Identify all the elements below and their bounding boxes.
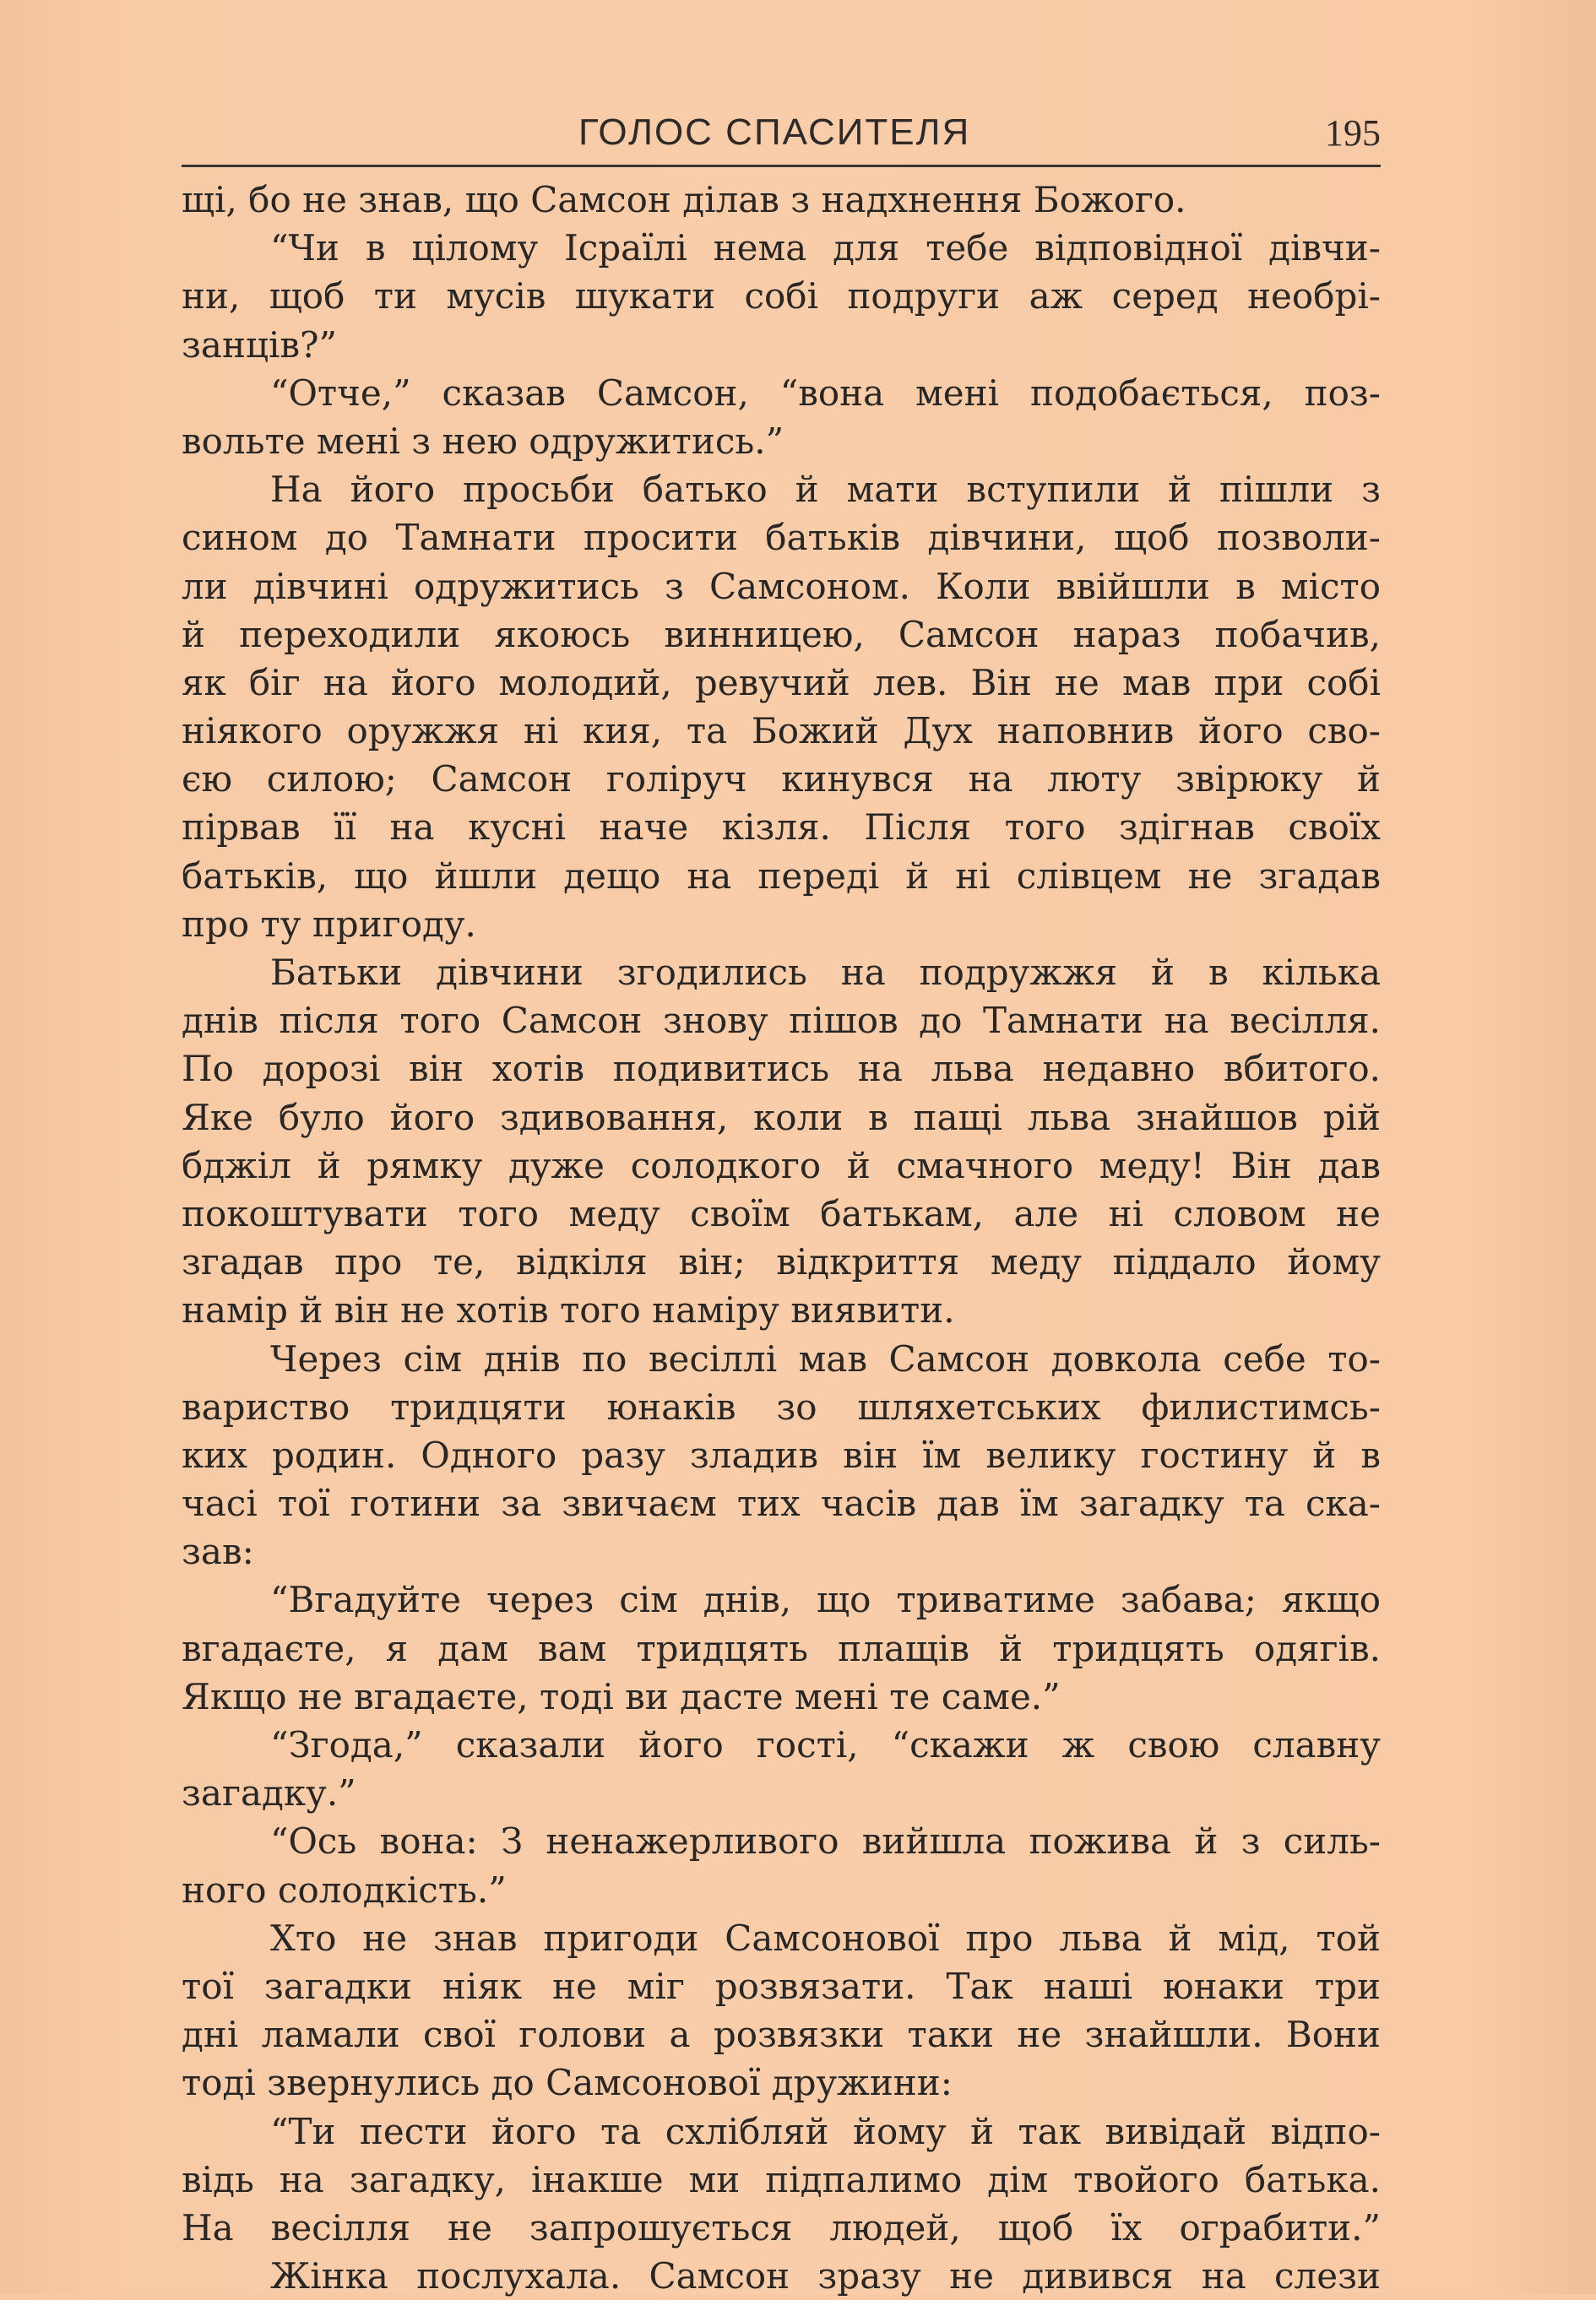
body-text [182, 176, 1381, 2300]
text-line: вольте мені з нею одружитись.” [182, 420, 784, 462]
page-number: 195 [1325, 112, 1381, 154]
text-line: дні ламали свої голови а розвязки таки не знайшли. Вони [182, 2014, 1381, 2056]
text-line: зав: [182, 1531, 254, 1573]
text-line: бджіл й рямку дуже солодкого й смачного меду! Він дав [182, 1144, 1381, 1186]
text-line: відь на загадку, інакше ми підпалимо дім твойого батька. [182, 2158, 1381, 2200]
text-line: По дорозі він хотів подивитись на льва недавно вбитого. [182, 1048, 1381, 1090]
page-header [182, 111, 1381, 162]
text-line: ли дівчині одружитись з Самсоном. Коли ввійшли в місто [182, 565, 1381, 607]
text-line: вариство тридцяти юнаків зо шляхетських филистимсь- [182, 1386, 1381, 1428]
text-line: “Вгадуйте через сім днів, що триватиме забава; якщо [270, 1579, 1381, 1621]
text-line: днів після того Самсон знову пішов до Тамнати на весілля. [182, 1000, 1381, 1042]
text-line: “Чи в цілому Ісраїлі нема для тебе відповідної дівчи- [270, 227, 1381, 269]
text-line: про ту пригоду. [182, 903, 476, 945]
text-line: ного солодкість.” [182, 1869, 507, 1911]
text-line: єю силою; Самсон голіруч кинувся на люту звірюку й [182, 758, 1381, 800]
text-line: На весілля не запрошується людей, щоб їх ограбити.” [182, 2206, 1381, 2248]
text-line: часі тої готини за звичаєм тих часів дав їм загадку та ска- [182, 1483, 1381, 1525]
text-line: Через сім днів по весіллі мав Самсон довкола себе то- [270, 1337, 1381, 1380]
text-line: сином до Тамнати просити батьків дівчини, щоб позволи- [182, 517, 1381, 559]
text-line: Батьки дівчини згодились на подружжя й в кілька [270, 952, 1381, 993]
text-line: тоді звернулись до Самсонової дружини: [182, 2062, 953, 2104]
text-line: як біг на його молодий, ревучий лев. Він не мав при собі [182, 661, 1381, 703]
text-line: й переходили якоюсь винницею, Самсон нараз побачив, [182, 613, 1381, 655]
text-line: ни, щоб ти мусів шукати собі подруги аж серед необрі- [182, 275, 1381, 317]
text-line: занців?” [182, 323, 338, 366]
text-line: Яке було його здивовання, коли в пащі льва знайшов рій [182, 1096, 1381, 1138]
text-line: “Отче,” сказав Самсон, “вона мені подобається, поз- [270, 372, 1381, 414]
text-line: покоштувати того меду своїм батькам, але ні словом не [182, 1192, 1381, 1234]
text-line: загадку.” [182, 1772, 356, 1815]
text-line: “Ти пести його та схлібляй йому й так вивідай відпо- [270, 2110, 1381, 2152]
text-line: Хто не знав пригоди Самсонової про льва й мід, той [270, 1917, 1381, 1959]
text-line: намір й він не хотів того наміру виявити. [182, 1289, 955, 1332]
text-line: Жінка послухала. Самсон зразу не дивився на слези [270, 2255, 1381, 2297]
text-line: ніякого оружжя ні кия, та Божий Дух наповнив його сво- [182, 710, 1381, 752]
text-line: щі, бо не знав, що Самсон ділав з надхнення Божого. [182, 179, 1186, 220]
text-line: Якщо не вгадаєте, тоді ви дасте мені те саме.” [182, 1675, 1061, 1717]
running-title: ГОЛОС СПАСИТЕЛЯ [578, 111, 971, 153]
text-line: ких родин. Одного разу зладив він їм велику гостину й в [182, 1434, 1381, 1476]
text-line: “Ось вона: З ненажерливого вийшла пожива й з силь- [270, 1820, 1381, 1863]
header-rule [182, 165, 1381, 167]
text-line: вгадаєте, я дам вам тридцять плащів й тридцять одягів. [182, 1627, 1381, 1669]
text-line: На його просьби батько й мати вступили й пішли з [270, 469, 1381, 511]
text-line: батьків, що йшли дещо на переді й ні слівцем не згадав [182, 854, 1381, 897]
text-line: пірвав її на кусні наче кізля. Після того здігнав своїх [182, 806, 1381, 849]
text-line: “Згода,” сказали його гості, “скажи ж свою славну [270, 1724, 1381, 1766]
text-line: тої загадки ніяк не міг розвязати. Так наші юнаки три [182, 1965, 1381, 2007]
text-line: згадав про те, відкіля він; відкриття меду піддало йому [182, 1241, 1381, 1283]
